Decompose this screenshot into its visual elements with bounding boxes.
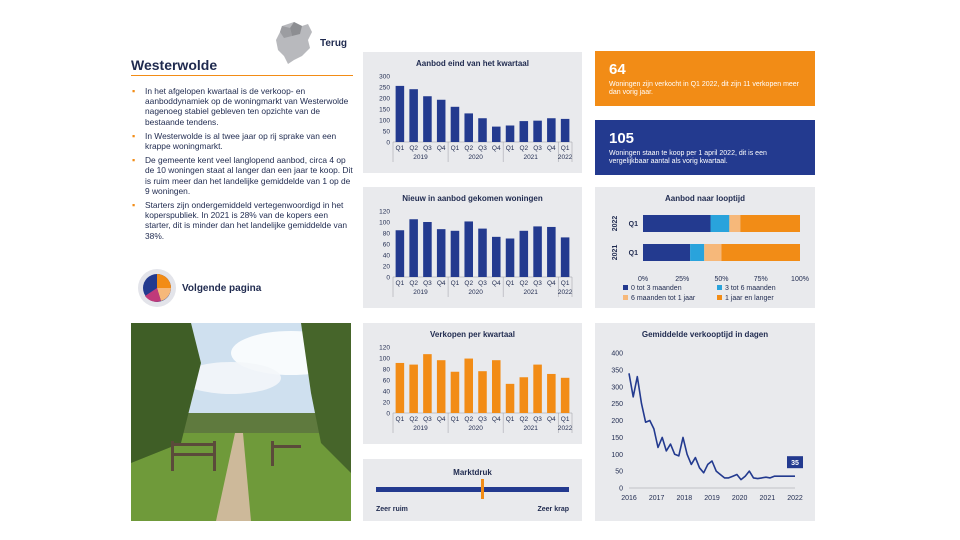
- bar: [506, 126, 515, 143]
- bullet-item: ▪ In het afgelopen kwartaal is de verkoop- en aanboddynamiek op de woningmarkt van Westerwolde nagenoeg stabiel gebleven ten opzichte van de bestaande tendens.: [131, 86, 353, 127]
- x-tick-label: Q1: [505, 416, 515, 423]
- bullet-list: [131, 86, 353, 245]
- x-tick-label: Q3: [533, 416, 542, 423]
- x-tick-label: Q3: [533, 145, 542, 152]
- bar: [520, 231, 529, 277]
- x-tick-label: Q2: [519, 145, 529, 152]
- bar: [561, 119, 570, 142]
- bar: [396, 86, 405, 142]
- group-label: 2022: [557, 289, 573, 296]
- x-tick-label: Q2: [464, 145, 474, 152]
- bar: [464, 359, 473, 413]
- bar: [437, 360, 446, 413]
- chart-title-looptijd: Aanbod naar looptijd: [665, 194, 745, 203]
- x-tick-label: Q3: [423, 416, 432, 423]
- y-tick-label: 150: [379, 106, 390, 114]
- x-tick-label: Q1: [395, 416, 405, 423]
- y-tick-label: 200: [611, 418, 623, 425]
- x-tick-label: 2016: [621, 495, 637, 502]
- x-tick-label: Q2: [409, 416, 418, 423]
- legend-label: 1 jaar en langer: [725, 295, 774, 302]
- y-tick-label: 200: [379, 95, 390, 103]
- legend-swatch: [623, 295, 628, 300]
- legend-label: 0 tot 3 maanden: [631, 285, 682, 292]
- kpi-sold-value: 64: [609, 61, 626, 78]
- bar: [547, 118, 556, 142]
- y-tick-label: 300: [379, 73, 390, 81]
- bar: [396, 230, 405, 277]
- bar: [478, 229, 487, 277]
- panel-verkopen: [363, 323, 582, 444]
- x-tick-label: Q4: [491, 145, 501, 152]
- y-tick-label: 350: [611, 367, 623, 375]
- bar: [520, 377, 529, 413]
- stack-segment: [690, 244, 704, 261]
- bar: [506, 384, 515, 413]
- kpi-forsale: [595, 120, 815, 175]
- x-tick-label: Q4: [547, 416, 556, 423]
- row-year-label: 2022: [612, 215, 619, 232]
- x-tick-label: Q4: [491, 416, 501, 423]
- bar: [409, 219, 418, 277]
- stack-segment: [722, 244, 801, 261]
- y-tick-label: 250: [611, 401, 623, 409]
- y-tick-label: 150: [611, 434, 623, 442]
- bar: [506, 239, 515, 278]
- x-tick-label: Q4: [436, 280, 446, 287]
- y-tick-label: 50: [615, 468, 623, 476]
- y-tick-label: 120: [379, 344, 390, 352]
- group-label: 2021: [523, 154, 538, 161]
- chart-title-verkooptijd: Gemiddelde verkooptijd in dagen: [641, 330, 769, 339]
- bar: [451, 107, 460, 142]
- x-tick-label: 2019: [704, 495, 720, 502]
- chart-title-nieuw: Nieuw in aanbod gekomen woningen: [402, 194, 543, 203]
- x-tick-label: Q1: [450, 280, 460, 287]
- bar: [396, 363, 405, 413]
- bullet-item: ▪ Starters zijn ondergemiddeld vertegenwoordigd in het koperspubliek. In 2021 is 28% van de kopers een starter, dit is minder dan het landelijke gemiddelde van 38%.: [131, 200, 353, 241]
- panel-looptijd: [595, 187, 815, 308]
- pie-icon: [137, 268, 177, 308]
- x-tick-label: Q1: [395, 145, 405, 152]
- y-tick-label: 100: [379, 355, 390, 363]
- x-tick-label: 2018: [676, 495, 693, 502]
- bullet-item: ▪ In Westerwolde is al twee jaar op rij sprake van een krappe woningmarkt.: [131, 131, 353, 151]
- landscape-photo: [131, 323, 351, 521]
- stack-segment: [643, 244, 690, 261]
- bullet-item: ▪ De gemeente kent veel langlopend aanbod, circa 4 op de 10 woningen staat al langer dan een jaar te koop. Dit is ruim meer dan het landelijke gemiddelde van 1 op de 9 woningen.: [131, 155, 353, 196]
- bar: [547, 227, 556, 277]
- y-tick-label: 40: [382, 388, 390, 396]
- x-tick-label: 75%: [753, 276, 768, 283]
- chart-aanbod: [363, 52, 582, 173]
- x-tick-label: Q1: [450, 416, 460, 423]
- group-label: 2020: [468, 425, 483, 432]
- x-tick-label: Q4: [436, 145, 446, 152]
- x-tick-label: 0%: [637, 276, 649, 283]
- chart-title-verkopen: Verkopen per kwartaal: [430, 330, 515, 339]
- y-tick-label: 20: [382, 399, 390, 407]
- bar: [533, 365, 542, 413]
- y-tick-label: 80: [382, 366, 390, 374]
- chart-looptijd: [595, 187, 815, 308]
- bar: [533, 226, 542, 277]
- group-label: 2019: [413, 154, 428, 161]
- panel-marktdruk: [363, 459, 582, 521]
- x-tick-label: 2022: [787, 495, 803, 502]
- x-tick-label: Q2: [464, 416, 474, 423]
- x-tick-label: 2021: [759, 495, 776, 502]
- x-tick-label: Q3: [423, 280, 432, 287]
- chart-title-aanbod: Aanbod eind van het kwartaal: [416, 59, 529, 68]
- page-title: Westerwolde: [131, 57, 218, 73]
- x-tick-label: Q2: [409, 280, 418, 287]
- kpi-forsale-value: 105: [609, 130, 635, 147]
- x-tick-label: Q3: [478, 280, 487, 287]
- kpi-forsale-text: Woningen staan te koop per 1 april 2022, dit is een vergelijkbaar aantal als vorig kwartaal.: [609, 150, 767, 165]
- row-quarter-label: Q1: [628, 250, 638, 257]
- bar: [451, 231, 460, 277]
- group-label: 2019: [413, 425, 428, 432]
- chart-verkooptijd: [595, 323, 815, 521]
- x-tick-label: Q1: [450, 145, 460, 152]
- y-tick-label: 0: [386, 139, 390, 147]
- legend-label: 6 maanden tot 1 jaar: [631, 295, 696, 302]
- group-label: 2022: [557, 154, 573, 161]
- group-label: 2021: [523, 289, 538, 296]
- y-tick-label: 60: [382, 241, 390, 249]
- x-tick-label: Q1: [505, 280, 515, 287]
- y-tick-label: 40: [382, 252, 390, 260]
- x-tick-label: Q4: [436, 416, 446, 423]
- region-map-thumbnail[interactable]: [272, 20, 318, 66]
- stack-segment: [711, 215, 730, 232]
- y-tick-label: 300: [611, 384, 623, 392]
- group-label: 2019: [413, 289, 428, 296]
- marktdruk-right-label: Zeer krap: [537, 506, 569, 513]
- legend-label: 3 tot 6 maanden: [725, 285, 776, 292]
- bar: [561, 378, 570, 413]
- bar: [437, 100, 446, 142]
- group-label: 2022: [557, 425, 573, 432]
- stack-segment: [729, 215, 740, 232]
- last-value-label: 35: [791, 460, 799, 468]
- x-tick-label: Q3: [533, 280, 542, 287]
- legend-swatch: [717, 295, 722, 300]
- x-tick-label: Q1: [505, 145, 515, 152]
- y-tick-label: 100: [611, 451, 623, 459]
- bar: [409, 365, 418, 413]
- y-tick-label: 250: [379, 84, 390, 92]
- group-label: 2021: [523, 425, 538, 432]
- x-tick-label: 2017: [648, 495, 665, 502]
- x-tick-label: Q4: [547, 145, 556, 152]
- bar: [423, 96, 432, 142]
- marktdruk-left-label: Zeer ruim: [376, 506, 408, 513]
- title-underline: [131, 75, 353, 76]
- y-tick-label: 100: [379, 219, 390, 227]
- marktdruk-marker: [481, 479, 484, 499]
- x-tick-label: Q2: [519, 416, 529, 423]
- x-tick-label: 25%: [675, 276, 690, 283]
- bar: [547, 374, 556, 413]
- x-tick-label: Q1: [560, 145, 570, 152]
- x-tick-label: 2020: [731, 495, 748, 502]
- marktdruk-track: [376, 487, 569, 492]
- region-map-icon: [272, 20, 318, 66]
- y-tick-label: 0: [386, 274, 390, 282]
- chart-verkopen: [363, 323, 582, 444]
- y-tick-label: 80: [382, 230, 390, 238]
- x-tick-label: Q4: [491, 280, 501, 287]
- y-tick-label: 0: [386, 410, 390, 418]
- bar: [492, 237, 501, 277]
- bar: [478, 118, 487, 142]
- y-tick-label: 50: [382, 128, 390, 136]
- bar: [533, 121, 542, 142]
- group-label: 2020: [468, 154, 483, 161]
- back-link[interactable]: Terug: [320, 38, 348, 49]
- legend-swatch: [717, 285, 722, 290]
- x-tick-label: Q3: [423, 145, 432, 152]
- row-year-label: 2021: [612, 244, 619, 261]
- y-tick-label: 120: [379, 208, 390, 216]
- y-tick-label: 100: [379, 117, 390, 125]
- bar: [561, 237, 570, 277]
- bar: [451, 372, 460, 413]
- next-page-label: Volgende pagina: [182, 283, 262, 294]
- panel-aanbod: [363, 52, 582, 173]
- y-tick-label: 400: [611, 350, 623, 358]
- bar: [464, 113, 473, 142]
- bar: [437, 229, 446, 277]
- bar: [464, 221, 473, 277]
- group-label: 2020: [468, 289, 483, 296]
- legend-swatch: [623, 285, 628, 290]
- panel-verkooptijd: [595, 323, 815, 521]
- kpi-sold-text: Woningen zijn verkocht in Q1 2022, dit zijn 11 verkopen meer dan vorig jaar.: [609, 81, 800, 96]
- bar: [423, 222, 432, 277]
- bar: [520, 121, 529, 142]
- stack-segment: [643, 215, 711, 232]
- bar: [409, 89, 418, 142]
- bar: [478, 371, 487, 413]
- panel-nieuw: [363, 187, 582, 308]
- x-tick-label: Q1: [560, 280, 570, 287]
- x-tick-label: 50%: [714, 276, 729, 283]
- bar: [492, 360, 501, 413]
- stack-segment: [740, 215, 800, 232]
- bar: [492, 127, 501, 142]
- x-tick-label: 100%: [791, 276, 809, 283]
- next-page-button[interactable]: [137, 268, 297, 308]
- y-tick-label: 0: [619, 485, 623, 493]
- row-quarter-label: Q1: [628, 221, 638, 228]
- line-series: [629, 373, 795, 479]
- marktdruk-title: Marktdruk: [453, 468, 492, 477]
- stack-segment: [704, 244, 721, 261]
- x-tick-label: Q4: [547, 280, 556, 287]
- x-tick-label: Q2: [409, 145, 418, 152]
- chart-nieuw: [363, 187, 582, 308]
- x-tick-label: Q1: [560, 416, 570, 423]
- x-tick-label: Q3: [478, 416, 487, 423]
- bar: [423, 354, 432, 413]
- x-tick-label: Q3: [478, 145, 487, 152]
- y-tick-label: 60: [382, 377, 390, 385]
- kpi-sold: [595, 51, 815, 106]
- y-tick-label: 20: [382, 263, 390, 271]
- x-tick-label: Q1: [395, 280, 405, 287]
- x-tick-label: Q2: [464, 280, 474, 287]
- x-tick-label: Q2: [519, 280, 529, 287]
